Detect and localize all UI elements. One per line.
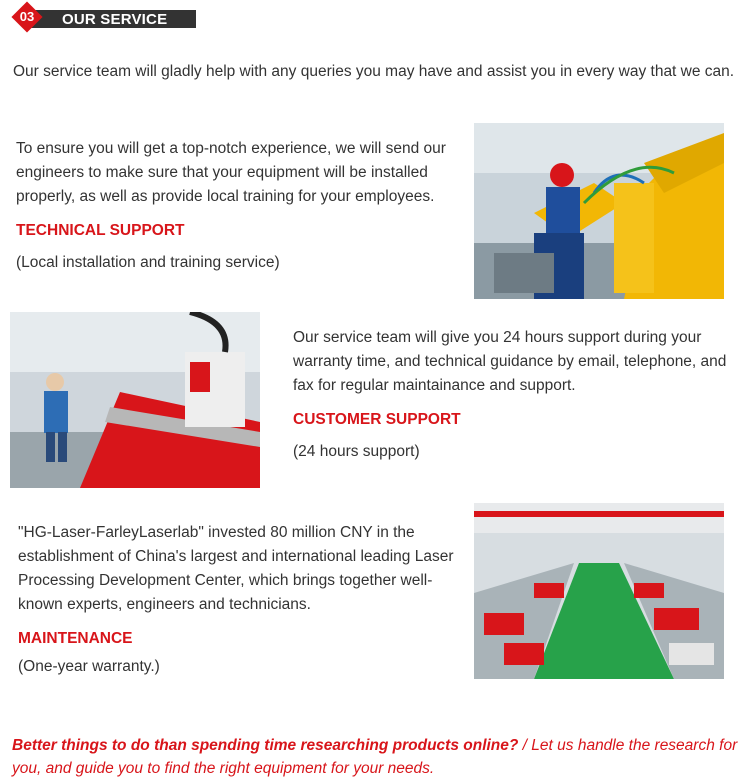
- section-header: [14, 6, 196, 28]
- technical-support-heading: TECHNICAL SUPPORT: [16, 222, 185, 239]
- laser-cutter-photo: [10, 312, 260, 488]
- footer-callout: [12, 734, 742, 780]
- maintenance-heading: MAINTENANCE: [18, 630, 133, 647]
- customer-support-body: Our service team will give you 24 hours support during your warranty time, and technical guidance by email, telephone, and fax for regular maintainance and support.: [293, 329, 727, 394]
- factory-floor-photo: [474, 503, 724, 679]
- intro-text: Our service team will gladly help with any queries you may have and assist you in every way that we can.: [13, 63, 735, 80]
- customer-support-heading: CUSTOMER SUPPORT: [293, 411, 461, 428]
- customer-support-block: [293, 326, 733, 464]
- maintenance-block: [18, 521, 466, 679]
- maintenance-body: "HG-Laser-FarleyLaserlab" invested 80 million CNY in the establishment of China's largest and international leading Laser Processing Development Center, which brings together well-known experts, engineers and technicians.: [18, 524, 454, 613]
- section-title: OUR SERVICE: [62, 11, 168, 28]
- technical-support-block: [16, 137, 468, 275]
- maintenance-note: (One-year warranty.): [18, 658, 160, 675]
- footer-rest: / Let us handle the research for you, and guide you to find the right equipment for your needs.: [12, 737, 738, 777]
- section-number: 03: [19, 9, 35, 24]
- technical-support-note: (Local installation and training service): [16, 254, 280, 271]
- technical-support-body: To ensure you will get a top-notch experience, we will send our engineers to make sure that your equipment will be installed properly, as well as provide local training for your employees.: [16, 140, 446, 205]
- customer-support-note: (24 hours support): [293, 443, 420, 460]
- footer-highlight: Better things to do than spending time researching products online?: [12, 737, 519, 754]
- robot-engineer-photo: [474, 123, 724, 299]
